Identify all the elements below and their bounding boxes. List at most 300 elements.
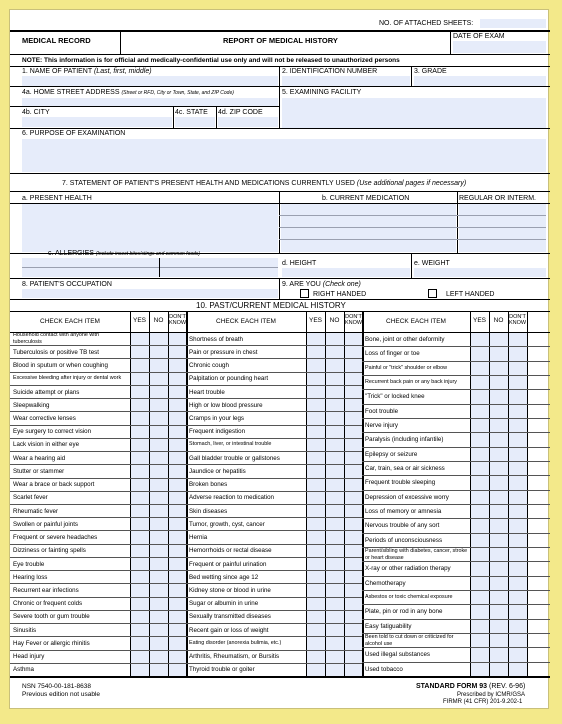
history-no-cell[interactable] xyxy=(150,399,167,410)
history-dont-know-cell[interactable] xyxy=(169,531,186,542)
history-yes-cell[interactable] xyxy=(307,598,324,609)
prescribed-label: Prescribed by ICMR/GSA xyxy=(457,692,526,698)
history-item: Blood in sputum or when coughing xyxy=(13,362,108,370)
history-dont-know-cell[interactable] xyxy=(169,373,186,384)
history-yes-cell[interactable] xyxy=(307,611,324,622)
history-no-cell[interactable] xyxy=(150,584,167,595)
history-yes-cell[interactable] xyxy=(471,562,488,574)
history-item: Nervous trouble of any sort xyxy=(365,522,440,530)
history-no-cell[interactable] xyxy=(150,637,167,648)
history-yes-cell[interactable] xyxy=(131,439,148,450)
history-yes-cell[interactable] xyxy=(131,412,148,423)
history-item: Asthma xyxy=(13,666,34,674)
regular-interm-label: REGULAR OR INTERM. xyxy=(459,195,537,202)
history-no-cell[interactable] xyxy=(326,439,343,450)
history-no-cell[interactable] xyxy=(490,419,507,431)
history-yes-cell[interactable] xyxy=(471,390,488,402)
history-yes-cell[interactable] xyxy=(131,333,148,344)
history-item: Used tobacco xyxy=(365,665,403,673)
history-no-cell[interactable] xyxy=(150,479,167,490)
history-yes-cell[interactable] xyxy=(307,359,324,370)
allergies-label: c. ALLERGIES (Include insect bites/stings and common foods) xyxy=(48,250,201,257)
history-no-cell[interactable] xyxy=(490,405,507,417)
history-yes-cell[interactable] xyxy=(471,648,488,660)
history-dont-know-cell[interactable] xyxy=(509,591,526,603)
history-no-cell[interactable] xyxy=(326,333,343,344)
history-item: Wear a hearing aid xyxy=(13,454,66,462)
history-dont-know-cell[interactable] xyxy=(169,545,186,556)
history-no-cell[interactable] xyxy=(490,519,507,531)
date-of-exam-field[interactable] xyxy=(453,41,546,53)
grade-label: 3. GRADE xyxy=(414,68,447,75)
history-no-cell[interactable] xyxy=(150,346,167,357)
examining-facility-field[interactable] xyxy=(282,98,546,128)
history-yes-cell[interactable] xyxy=(131,479,148,490)
history-dont-know-cell[interactable] xyxy=(345,333,362,344)
history-dont-know-cell[interactable] xyxy=(509,663,526,675)
history-no-cell[interactable] xyxy=(490,648,507,660)
history-item: Hernia xyxy=(189,534,208,542)
history-item: Loss of memory or amnesia xyxy=(365,508,442,516)
history-yes-cell[interactable] xyxy=(131,465,148,476)
history-yes-cell[interactable] xyxy=(131,571,148,582)
history-dont-know-cell[interactable] xyxy=(345,426,362,437)
check-each-item-header: CHECK EACH ITEM xyxy=(40,318,100,325)
history-dont-know-cell[interactable] xyxy=(345,492,362,503)
history-yes-cell[interactable] xyxy=(471,448,488,460)
history-item: Painful or "trick" shoulder or elbow xyxy=(365,364,448,371)
history-no-cell[interactable] xyxy=(150,439,167,450)
history-no-cell[interactable] xyxy=(490,620,507,632)
history-dont-know-cell[interactable] xyxy=(345,518,362,529)
grade-field[interactable] xyxy=(414,76,546,86)
history-dont-know-cell[interactable] xyxy=(509,405,526,417)
history-item: Paralysis (including infantile) xyxy=(365,436,444,444)
history-yes-cell[interactable] xyxy=(307,545,324,556)
history-dont-know-cell[interactable] xyxy=(509,333,526,345)
history-dont-know-cell[interactable] xyxy=(509,419,526,431)
history-no-cell[interactable] xyxy=(326,558,343,569)
medical-record-label: MEDICAL RECORD xyxy=(22,36,91,45)
history-dont-know-cell[interactable] xyxy=(345,479,362,490)
history-dont-know-cell[interactable] xyxy=(509,605,526,617)
history-dont-know-cell[interactable] xyxy=(169,584,186,595)
history-yes-cell[interactable] xyxy=(307,399,324,410)
history-no-cell[interactable] xyxy=(490,548,507,560)
zip-field[interactable] xyxy=(218,117,278,127)
history-dont-know-cell[interactable] xyxy=(509,648,526,660)
history-dont-know-cell[interactable] xyxy=(509,620,526,632)
history-yes-cell[interactable] xyxy=(307,386,324,397)
history-dont-know-cell[interactable] xyxy=(169,571,186,582)
history-no-cell[interactable] xyxy=(150,386,167,397)
history-no-cell[interactable] xyxy=(326,571,343,582)
present-health-field[interactable] xyxy=(22,204,278,252)
history-dont-know-cell[interactable] xyxy=(345,346,362,357)
history-item: Tumor, growth, cyst, cancer xyxy=(189,520,265,528)
examining-facility-label: 5. EXAMINING FACILITY xyxy=(282,89,362,96)
history-yes-cell[interactable] xyxy=(471,620,488,632)
state-label: 4c. STATE xyxy=(175,109,208,116)
yes-header: YES xyxy=(132,317,146,324)
history-item: Recurrent ear infections xyxy=(13,586,79,594)
history-item: Chronic cough xyxy=(189,362,229,370)
history-dont-know-cell[interactable] xyxy=(169,651,186,662)
history-yes-cell[interactable] xyxy=(131,492,148,503)
history-item: Nerve injury xyxy=(365,422,399,430)
history-no-cell[interactable] xyxy=(490,376,507,388)
history-no-cell[interactable] xyxy=(150,426,167,437)
history-yes-cell[interactable] xyxy=(471,534,488,546)
weight-field[interactable] xyxy=(414,268,546,277)
history-yes-cell[interactable] xyxy=(131,426,148,437)
history-yes-cell[interactable] xyxy=(307,518,324,529)
history-dont-know-cell[interactable] xyxy=(169,637,186,648)
history-yes-cell[interactable] xyxy=(307,492,324,503)
history-yes-cell[interactable] xyxy=(471,548,488,560)
history-no-cell[interactable] xyxy=(490,577,507,589)
history-yes-cell[interactable] xyxy=(131,399,148,410)
height-field[interactable] xyxy=(282,268,410,277)
history-dont-know-cell[interactable] xyxy=(345,412,362,423)
zip-label: 4d. ZIP CODE xyxy=(218,109,263,116)
history-dont-know-cell[interactable] xyxy=(509,534,526,546)
form-title: REPORT OF MEDICAL HISTORY xyxy=(223,36,338,45)
history-dont-know-cell[interactable] xyxy=(345,598,362,609)
history-no-cell[interactable] xyxy=(150,651,167,662)
history-yes-cell[interactable] xyxy=(131,373,148,384)
occupation-field[interactable] xyxy=(22,289,278,298)
history-yes-cell[interactable] xyxy=(471,462,488,474)
history-no-cell[interactable] xyxy=(150,465,167,476)
history-item: Household contact with anyone with tuberculosis xyxy=(13,333,100,346)
address-label: 4a. HOME STREET ADDRESS (Street or RFD, City or Town, State, and ZIP Code) xyxy=(22,89,234,96)
history-no-cell[interactable] xyxy=(326,505,343,516)
history-item: Stutter or stammer xyxy=(13,467,65,475)
purpose-field[interactable] xyxy=(22,139,546,172)
history-item: Rheumatic fever xyxy=(13,507,59,515)
history-yes-cell[interactable] xyxy=(131,611,148,622)
history-no-cell[interactable] xyxy=(150,545,167,556)
history-no-cell[interactable] xyxy=(326,545,343,556)
history-yes-cell[interactable] xyxy=(471,376,488,388)
history-dont-know-cell[interactable] xyxy=(345,452,362,463)
address-field[interactable] xyxy=(22,98,278,106)
history-item: Parent/sibling with diabetes, cancer, stroke or heart disease xyxy=(365,548,468,561)
history-item: Sleepwalking xyxy=(13,401,50,409)
history-no-cell[interactable] xyxy=(150,558,167,569)
history-yes-cell[interactable] xyxy=(307,531,324,542)
history-dont-know-cell[interactable] xyxy=(509,462,526,474)
history-dont-know-cell[interactable] xyxy=(169,624,186,635)
history-no-cell[interactable] xyxy=(490,605,507,617)
history-no-cell[interactable] xyxy=(326,346,343,357)
history-dont-know-cell[interactable] xyxy=(509,390,526,402)
history-no-cell[interactable] xyxy=(150,333,167,344)
history-item: Kidney stone or blood in urine xyxy=(189,586,271,594)
history-yes-cell[interactable] xyxy=(307,333,324,344)
history-yes-cell[interactable] xyxy=(307,637,324,648)
history-dont-know-cell[interactable] xyxy=(169,664,186,675)
history-no-cell[interactable] xyxy=(490,347,507,359)
history-dont-know-cell[interactable] xyxy=(169,346,186,357)
id-number-field[interactable] xyxy=(282,76,410,86)
history-no-cell[interactable] xyxy=(490,663,507,675)
history-dont-know-cell[interactable] xyxy=(345,439,362,450)
history-no-cell[interactable] xyxy=(490,562,507,574)
history-dont-know-cell[interactable] xyxy=(509,562,526,574)
history-yes-cell[interactable] xyxy=(471,362,488,374)
history-yes-cell[interactable] xyxy=(471,491,488,503)
history-no-cell[interactable] xyxy=(490,534,507,546)
history-no-cell[interactable] xyxy=(150,624,167,635)
history-dont-know-cell[interactable] xyxy=(345,386,362,397)
history-dont-know-cell[interactable] xyxy=(169,426,186,437)
history-item: Frequent or painful urination xyxy=(189,560,267,568)
history-dont-know-cell[interactable] xyxy=(509,519,526,531)
are-you-label: 9. ARE YOU (Check one) xyxy=(282,281,361,288)
history-dont-know-cell[interactable] xyxy=(345,531,362,542)
history-yes-cell[interactable] xyxy=(307,624,324,635)
history-dont-know-cell[interactable] xyxy=(345,373,362,384)
history-dont-know-cell[interactable] xyxy=(345,571,362,582)
history-yes-cell[interactable] xyxy=(307,479,324,490)
history-no-cell[interactable] xyxy=(150,531,167,542)
dont-header: DON'T KNOW xyxy=(168,314,187,326)
history-item: "Trick" or locked knee xyxy=(365,393,425,401)
city-field[interactable] xyxy=(22,117,172,127)
history-yes-cell[interactable] xyxy=(307,651,324,662)
history-no-cell[interactable] xyxy=(490,448,507,460)
history-yes-cell[interactable] xyxy=(131,624,148,635)
history-yes-cell[interactable] xyxy=(471,333,488,345)
history-dont-know-cell[interactable] xyxy=(509,634,526,646)
history-item: Bone, joint or other deformity xyxy=(365,336,445,344)
history-dont-know-cell[interactable] xyxy=(345,359,362,370)
history-dont-know-cell[interactable] xyxy=(509,376,526,388)
history-yes-cell[interactable] xyxy=(471,419,488,431)
history-yes-cell[interactable] xyxy=(307,505,324,516)
history-no-cell[interactable] xyxy=(326,518,343,529)
history-yes-cell[interactable] xyxy=(307,346,324,357)
history-dont-know-cell[interactable] xyxy=(509,362,526,374)
history-yes-cell[interactable] xyxy=(307,558,324,569)
history-yes-cell[interactable] xyxy=(131,346,148,357)
history-dont-know-cell[interactable] xyxy=(345,651,362,662)
history-no-cell[interactable] xyxy=(150,359,167,370)
history-yes-cell[interactable] xyxy=(471,505,488,517)
history-yes-cell[interactable] xyxy=(307,412,324,423)
history-yes-cell[interactable] xyxy=(307,465,324,476)
history-yes-cell[interactable] xyxy=(307,426,324,437)
date-of-exam-label: DATE OF EXAM xyxy=(453,33,505,40)
history-dont-know-cell[interactable] xyxy=(169,505,186,516)
history-no-cell[interactable] xyxy=(490,390,507,402)
history-dont-know-cell[interactable] xyxy=(169,479,186,490)
history-no-cell[interactable] xyxy=(490,491,507,503)
history-item: Hearing loss xyxy=(13,573,48,581)
nsn-label: NSN 7540-00-181-8638 xyxy=(22,683,92,690)
history-dont-know-cell[interactable] xyxy=(509,505,526,517)
history-dont-know-cell[interactable] xyxy=(345,505,362,516)
history-no-cell[interactable] xyxy=(490,433,507,445)
history-dont-know-cell[interactable] xyxy=(509,433,526,445)
history-dont-know-cell[interactable] xyxy=(345,624,362,635)
history-no-cell[interactable] xyxy=(490,362,507,374)
history-dont-know-cell[interactable] xyxy=(509,476,526,488)
history-yes-cell[interactable] xyxy=(471,591,488,603)
history-no-cell[interactable] xyxy=(326,465,343,476)
right-handed-checkbox[interactable] xyxy=(300,289,309,298)
history-dont-know-cell[interactable] xyxy=(169,412,186,423)
history-dont-know-cell[interactable] xyxy=(169,359,186,370)
history-dont-know-cell[interactable] xyxy=(169,399,186,410)
history-item: Sinusitis xyxy=(13,626,37,634)
history-dont-know-cell[interactable] xyxy=(345,611,362,622)
history-yes-cell[interactable] xyxy=(131,545,148,556)
history-no-cell[interactable] xyxy=(490,634,507,646)
history-yes-cell[interactable] xyxy=(471,476,488,488)
history-no-cell[interactable] xyxy=(326,624,343,635)
history-yes-cell[interactable] xyxy=(307,452,324,463)
history-yes-cell[interactable] xyxy=(471,347,488,359)
current-medication-label: b. CURRENT MEDICATION xyxy=(322,195,410,202)
history-no-cell[interactable] xyxy=(326,359,343,370)
history-no-cell[interactable] xyxy=(326,479,343,490)
history-no-cell[interactable] xyxy=(150,571,167,582)
history-dont-know-cell[interactable] xyxy=(345,584,362,595)
history-no-cell[interactable] xyxy=(326,584,343,595)
history-dont-know-cell[interactable] xyxy=(169,439,186,450)
history-yes-cell[interactable] xyxy=(131,637,148,648)
history-item: Heart trouble xyxy=(189,388,225,396)
history-no-cell[interactable] xyxy=(326,664,343,675)
history-yes-cell[interactable] xyxy=(131,531,148,542)
history-no-cell[interactable] xyxy=(326,399,343,410)
history-no-cell[interactable] xyxy=(150,452,167,463)
history-no-cell[interactable] xyxy=(150,492,167,503)
history-yes-cell[interactable] xyxy=(131,664,148,675)
history-no-cell[interactable] xyxy=(326,412,343,423)
history-no-cell[interactable] xyxy=(490,505,507,517)
history-dont-know-cell[interactable] xyxy=(169,558,186,569)
history-no-cell[interactable] xyxy=(150,412,167,423)
history-no-cell[interactable] xyxy=(150,598,167,609)
history-dont-know-cell[interactable] xyxy=(169,611,186,622)
history-dont-know-cell[interactable] xyxy=(169,598,186,609)
history-no-cell[interactable] xyxy=(326,492,343,503)
no-header: NO xyxy=(329,317,340,324)
history-no-cell[interactable] xyxy=(490,462,507,474)
history-no-cell[interactable] xyxy=(326,598,343,609)
history-yes-cell[interactable] xyxy=(307,373,324,384)
history-dont-know-cell[interactable] xyxy=(509,448,526,460)
history-yes-cell[interactable] xyxy=(471,605,488,617)
history-dont-know-cell[interactable] xyxy=(345,465,362,476)
name-label: 1. NAME OF PATIENT (Last, first, middle) xyxy=(22,68,152,75)
history-dont-know-cell[interactable] xyxy=(169,452,186,463)
history-yes-cell[interactable] xyxy=(471,433,488,445)
history-yes-cell[interactable] xyxy=(471,577,488,589)
state-field[interactable] xyxy=(175,117,215,127)
history-no-cell[interactable] xyxy=(326,386,343,397)
history-dont-know-cell[interactable] xyxy=(345,664,362,675)
history-yes-cell[interactable] xyxy=(131,558,148,569)
history-yes-cell[interactable] xyxy=(131,359,148,370)
history-dont-know-cell[interactable] xyxy=(509,548,526,560)
history-dont-know-cell[interactable] xyxy=(345,558,362,569)
history-yes-cell[interactable] xyxy=(131,518,148,529)
history-item: Pain or pressure in chest xyxy=(189,348,258,356)
check-each-item-header: CHECK EACH ITEM xyxy=(386,318,446,325)
history-dont-know-cell[interactable] xyxy=(345,545,362,556)
name-field[interactable] xyxy=(22,76,278,86)
history-yes-cell[interactable] xyxy=(131,452,148,463)
left-handed-checkbox[interactable] xyxy=(428,289,437,298)
history-yes-cell[interactable] xyxy=(307,571,324,582)
history-yes-cell[interactable] xyxy=(131,651,148,662)
history-item: Dizziness or fainting spells xyxy=(13,547,86,555)
history-dont-know-cell[interactable] xyxy=(345,399,362,410)
history-item: Shortness of breath xyxy=(189,335,244,343)
history-no-cell[interactable] xyxy=(150,505,167,516)
history-dont-know-cell[interactable] xyxy=(169,492,186,503)
attached-sheets-field[interactable] xyxy=(480,19,546,28)
history-dont-know-cell[interactable] xyxy=(169,518,186,529)
history-no-cell[interactable] xyxy=(490,476,507,488)
history-no-cell[interactable] xyxy=(150,373,167,384)
history-no-cell[interactable] xyxy=(490,591,507,603)
history-no-cell[interactable] xyxy=(326,531,343,542)
history-dont-know-cell[interactable] xyxy=(509,347,526,359)
history-no-cell[interactable] xyxy=(326,651,343,662)
history-no-cell[interactable] xyxy=(326,611,343,622)
history-yes-cell[interactable] xyxy=(131,598,148,609)
history-no-cell[interactable] xyxy=(150,518,167,529)
regular-interm-field[interactable] xyxy=(459,204,546,252)
history-yes-cell[interactable] xyxy=(131,386,148,397)
history-yes-cell[interactable] xyxy=(307,664,324,675)
history-yes-cell[interactable] xyxy=(131,505,148,516)
history-no-cell[interactable] xyxy=(326,452,343,463)
history-yes-cell[interactable] xyxy=(307,439,324,450)
history-no-cell[interactable] xyxy=(150,664,167,675)
current-medication-field[interactable] xyxy=(281,204,456,252)
history-yes-cell[interactable] xyxy=(471,405,488,417)
history-yes-cell[interactable] xyxy=(307,584,324,595)
history-dont-know-cell[interactable] xyxy=(345,637,362,648)
history-yes-cell[interactable] xyxy=(471,663,488,675)
history-no-cell[interactable] xyxy=(150,611,167,622)
history-yes-cell[interactable] xyxy=(131,584,148,595)
history-no-cell[interactable] xyxy=(326,373,343,384)
history-item: Eating disorder (anorexia bulimia, etc.) xyxy=(189,639,282,646)
firmr-label: FIRMR (41 CFR) 201-9.202-1 xyxy=(443,699,523,705)
history-dont-know-cell[interactable] xyxy=(169,465,186,476)
history-dont-know-cell[interactable] xyxy=(509,577,526,589)
history-no-cell[interactable] xyxy=(326,637,343,648)
history-dont-know-cell[interactable] xyxy=(169,333,186,344)
history-no-cell[interactable] xyxy=(490,333,507,345)
history-item: Eye surgery to correct vision xyxy=(13,428,92,436)
history-yes-cell[interactable] xyxy=(471,519,488,531)
history-dont-know-cell[interactable] xyxy=(169,386,186,397)
history-yes-cell[interactable] xyxy=(471,634,488,646)
history-no-cell[interactable] xyxy=(326,426,343,437)
standard-form-label: STANDARD FORM 93 (REV. 6-96) xyxy=(416,683,526,690)
no-header: NO xyxy=(153,317,164,324)
history-dont-know-cell[interactable] xyxy=(509,491,526,503)
